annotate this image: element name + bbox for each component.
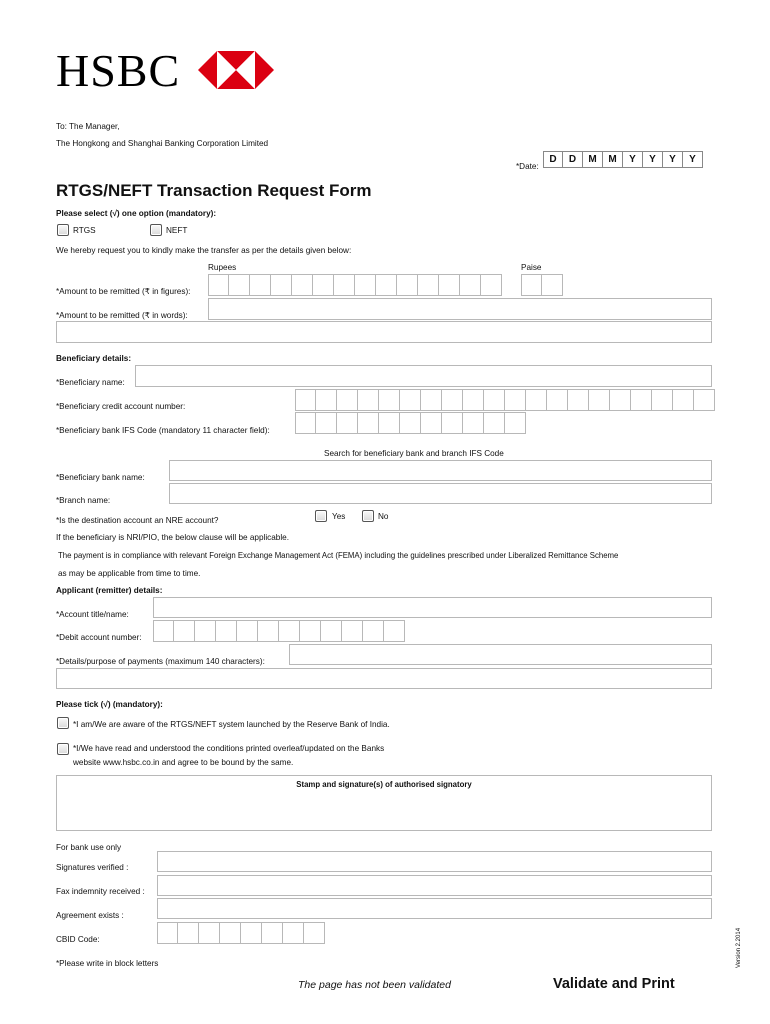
beneficiary-bank-label: *Beneficiary bank name: [56, 473, 145, 482]
digit-cell[interactable] [241, 922, 262, 944]
amount-figures-label: *Amount to be remitted (₹ in figures): [56, 287, 191, 296]
digit-cell[interactable] [279, 620, 300, 642]
digit-cell[interactable] [174, 620, 195, 642]
digit-cell[interactable] [295, 389, 316, 411]
rupees-label: Rupees [208, 263, 237, 272]
digit-cell[interactable] [208, 274, 229, 296]
signatures-verified-input[interactable] [157, 851, 712, 872]
debit-account-cells[interactable] [153, 620, 405, 641]
digit-cell[interactable] [463, 412, 484, 434]
digit-cell[interactable] [376, 274, 397, 296]
digit-cell[interactable] [321, 620, 342, 642]
bank-name: The Hongkong and Shanghai Banking Corporation Limited [56, 139, 269, 148]
purpose-label: *Details/purpose of payments (maximum 140 characters): [56, 657, 265, 666]
beneficiary-bank-input[interactable] [169, 460, 712, 481]
digit-cell[interactable] [304, 922, 325, 944]
digit-cell[interactable] [384, 620, 405, 642]
form-title: RTGS/NEFT Transaction Request Form [56, 181, 372, 200]
rtgs-label: RTGS [73, 226, 96, 235]
digit-cell[interactable] [229, 274, 250, 296]
ifsc-search-link[interactable]: Search for beneficiary bank and branch IFS Code [324, 449, 504, 458]
version-label: Version 2.2014 [736, 927, 742, 968]
debit-account-label: *Debit account number: [56, 633, 142, 642]
amount-words-input-2[interactable] [56, 321, 712, 343]
digit-cell[interactable] [418, 274, 439, 296]
digit-cell[interactable] [313, 274, 334, 296]
digit-cell[interactable] [521, 274, 542, 296]
ifsc-label: *Beneficiary bank IFS Code (mandatory 11 character field): [56, 426, 270, 435]
agreement-input[interactable] [157, 898, 712, 919]
rbi-aware-text: *I am/We are aware of the RTGS/NEFT system launched by the Reserve Bank of India. [73, 720, 390, 729]
beneficiary-name-input[interactable] [135, 365, 712, 387]
fema-clause-line1: The payment is in compliance with relevant Foreign Exchange Management Act (FEMA) including the guidelines prescribed under Liberalized Remittance Scheme [58, 551, 619, 560]
digit-cell[interactable] [250, 274, 271, 296]
logo-wordmark: HSBC [56, 45, 181, 96]
to-line: To: The Manager, [56, 122, 120, 131]
digit-cell[interactable] [421, 412, 442, 434]
digit-cell[interactable] [694, 389, 715, 411]
digit-cell[interactable] [547, 389, 568, 411]
nre-question: *Is the destination account an NRE account? [56, 516, 219, 525]
hsbc-logo [56, 45, 276, 96]
ifsc-cells[interactable] [295, 412, 526, 434]
signatures-verified-label: Signatures verified : [56, 863, 129, 872]
date-label: *Date: [516, 162, 539, 171]
block-letters-note: *Please write in block letters [56, 959, 159, 968]
neft-label: NEFT [166, 226, 188, 235]
rbi-aware-checkbox[interactable] [57, 717, 69, 729]
select-option-label: Please select (√) one option (mandatory): [56, 209, 217, 218]
digit-cell[interactable] [300, 620, 321, 642]
cbid-label: CBID Code: [56, 935, 100, 944]
digit-cell[interactable] [358, 412, 379, 434]
conditions-text-line2: website www.hsbc.co.in and agree to be bound by the same. [73, 758, 294, 767]
digit-cell[interactable] [271, 274, 292, 296]
purpose-input-1[interactable] [289, 644, 712, 665]
digit-cell[interactable] [358, 389, 379, 411]
amount-words-label: *Amount to be remitted (₹ in words): [56, 311, 188, 320]
digit-cell[interactable] [589, 389, 610, 411]
branch-input[interactable] [169, 483, 712, 504]
digit-cell[interactable] [153, 620, 174, 642]
digit-cell[interactable] [542, 274, 563, 296]
date-cell[interactable]: Y [643, 151, 663, 168]
digit-cell[interactable] [652, 389, 673, 411]
amount-words-input-1[interactable] [208, 298, 712, 320]
fema-clause-line2: as may be applicable from time to time. [58, 569, 201, 578]
applicant-heading: Applicant (remitter) details: [56, 586, 163, 595]
rupees-cells[interactable] [208, 274, 502, 296]
digit-cell[interactable] [484, 389, 505, 411]
digit-cell[interactable] [363, 620, 384, 642]
digit-cell[interactable] [505, 389, 526, 411]
digit-cell[interactable] [258, 620, 279, 642]
conditions-checkbox[interactable] [57, 743, 69, 755]
date-field[interactable] [543, 151, 703, 168]
stamp-label: Stamp and signature(s) of authorised signatory [296, 780, 472, 789]
digit-cell[interactable] [355, 274, 376, 296]
digit-cell[interactable] [337, 412, 358, 434]
nri-note: If the beneficiary is NRI/PIO, the below clause will be applicable. [56, 533, 290, 542]
digit-cell[interactable] [442, 412, 463, 434]
digit-cell[interactable] [526, 389, 547, 411]
digit-cell[interactable] [505, 412, 526, 434]
digit-cell[interactable] [484, 412, 505, 434]
digit-cell[interactable] [295, 412, 316, 434]
beneficiary-heading: Beneficiary details: [56, 354, 132, 363]
nre-yes-checkbox[interactable] [315, 510, 327, 522]
digit-cell[interactable] [460, 274, 481, 296]
neft-checkbox[interactable] [150, 224, 162, 236]
digit-cell[interactable] [568, 389, 589, 411]
digit-cell[interactable] [400, 389, 421, 411]
digit-cell[interactable] [379, 412, 400, 434]
beneficiary-account-label: *Beneficiary credit account number: [56, 402, 186, 411]
paise-cells[interactable] [521, 274, 563, 296]
nre-yes-label: Yes [332, 512, 346, 521]
digit-cell[interactable] [195, 620, 216, 642]
cbid-cells[interactable] [157, 922, 325, 943]
digit-cell[interactable] [157, 922, 178, 944]
digit-cell[interactable] [292, 274, 313, 296]
tick-heading: Please tick (√) (mandatory): [56, 700, 163, 709]
digit-cell[interactable] [439, 274, 460, 296]
digit-cell[interactable] [610, 389, 631, 411]
digit-cell[interactable] [481, 274, 502, 296]
stamp-signature-box[interactable] [56, 775, 712, 831]
beneficiary-account-cells[interactable] [295, 389, 715, 411]
purpose-input-2[interactable] [56, 668, 712, 689]
beneficiary-name-label: *Beneficiary name: [56, 378, 125, 387]
digit-cell[interactable] [199, 922, 220, 944]
rtgs-checkbox[interactable] [57, 224, 69, 236]
digit-cell[interactable] [379, 389, 400, 411]
digit-cell[interactable] [220, 922, 241, 944]
digit-cell[interactable] [262, 922, 283, 944]
digit-cell[interactable] [237, 620, 258, 642]
hexagon-logo-icon [198, 51, 274, 89]
digit-cell[interactable] [397, 274, 418, 296]
account-title-label: *Account title/name: [56, 610, 129, 619]
fax-indemnity-input[interactable] [157, 875, 712, 896]
request-text: We hereby request you to kindly make the transfer as per the details given below: [56, 246, 352, 255]
date-cell[interactable]: Y [623, 151, 643, 168]
nre-no-label: No [378, 512, 389, 521]
date-cell[interactable]: Y [683, 151, 703, 168]
agreement-label: Agreement exists : [56, 911, 124, 920]
date-cell[interactable]: D [563, 151, 583, 168]
fax-indemnity-label: Fax indemnity received : [56, 887, 145, 896]
account-title-input[interactable] [153, 597, 712, 618]
digit-cell[interactable] [216, 620, 237, 642]
digit-cell[interactable] [178, 922, 199, 944]
paise-label: Paise [521, 263, 542, 272]
digit-cell[interactable] [316, 389, 337, 411]
digit-cell[interactable] [631, 389, 652, 411]
digit-cell[interactable] [442, 389, 463, 411]
digit-cell[interactable] [463, 389, 484, 411]
conditions-text-line1: *I/We have read and understood the conditions printed overleaf/updated on the Banks [73, 744, 385, 753]
digit-cell[interactable] [316, 412, 337, 434]
date-cell[interactable]: M [583, 151, 603, 168]
digit-cell[interactable] [400, 412, 421, 434]
branch-label: *Branch name: [56, 496, 111, 505]
bank-use-heading: For bank use only [56, 843, 122, 852]
nre-no-checkbox[interactable] [362, 510, 374, 522]
digit-cell[interactable] [283, 922, 304, 944]
date-cell[interactable]: Y [663, 151, 683, 168]
digit-cell[interactable] [342, 620, 363, 642]
digit-cell[interactable] [673, 389, 694, 411]
digit-cell[interactable] [337, 389, 358, 411]
date-cell[interactable]: M [603, 151, 623, 168]
digit-cell[interactable] [334, 274, 355, 296]
validation-status: The page has not been validated [298, 979, 451, 991]
date-cell[interactable]: D [543, 151, 563, 168]
digit-cell[interactable] [421, 389, 442, 411]
validate-print-button[interactable]: Validate and Print [553, 976, 675, 992]
